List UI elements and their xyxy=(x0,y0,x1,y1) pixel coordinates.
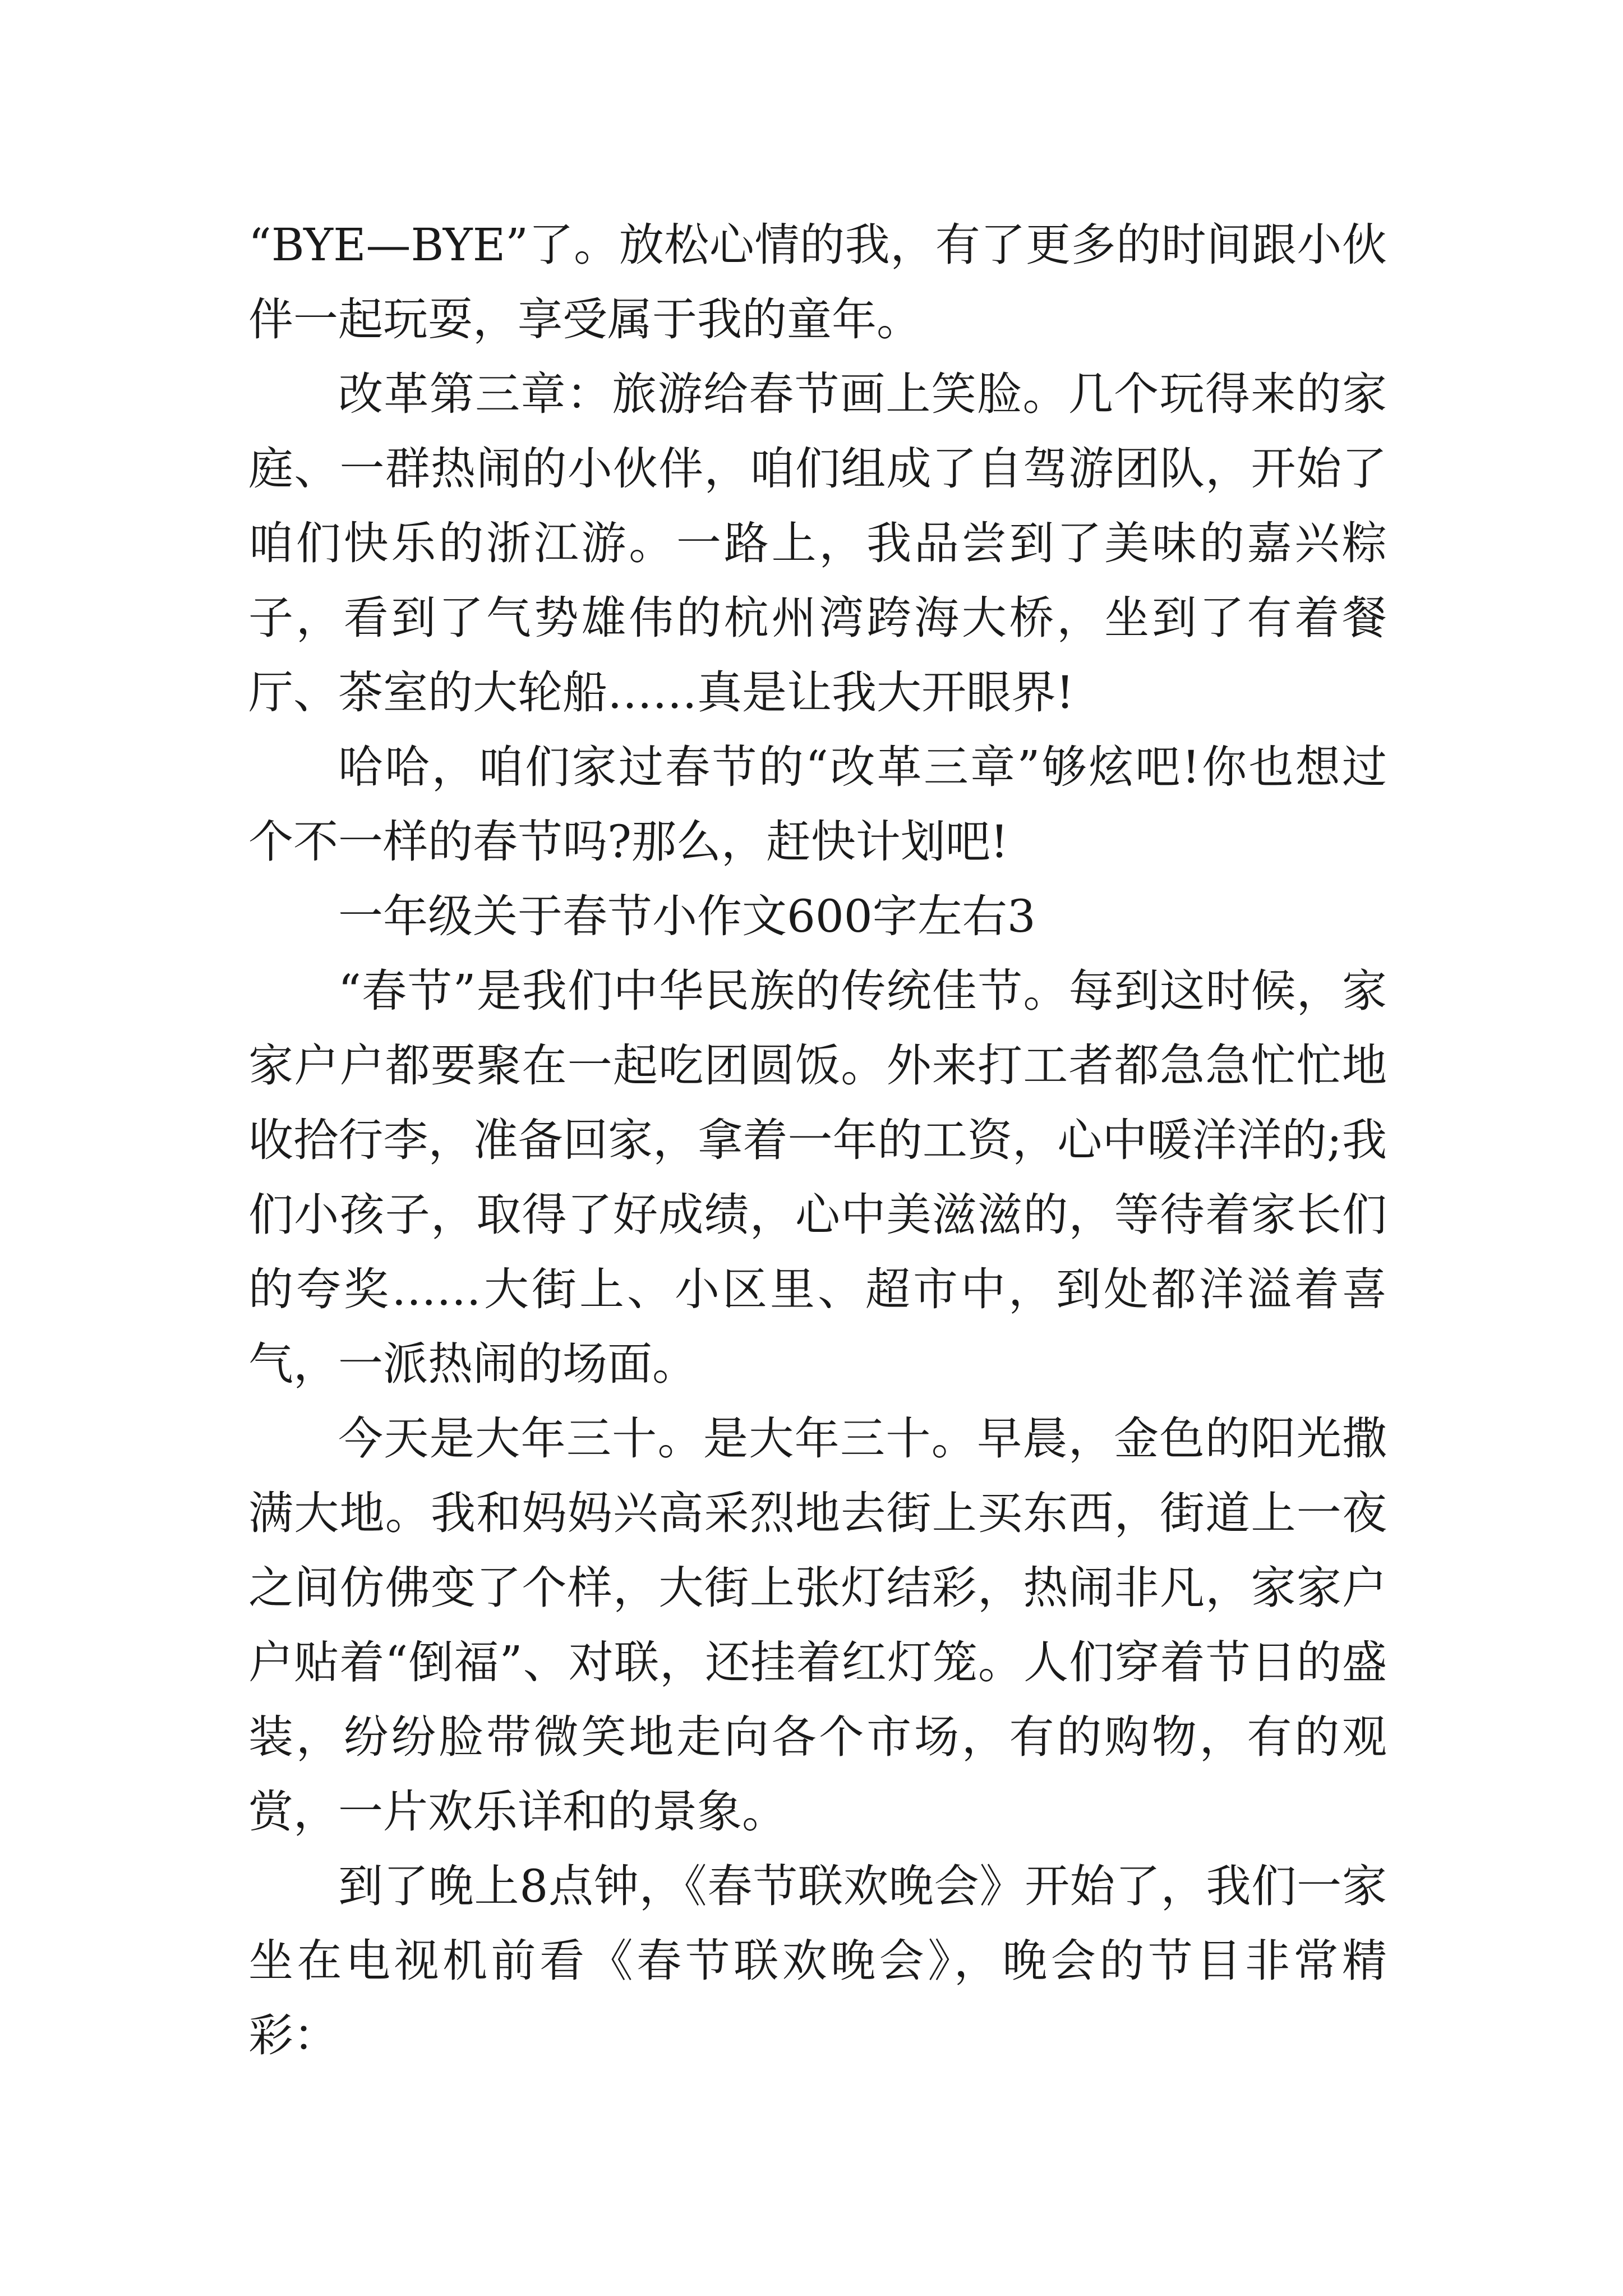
paragraph-2: 改革第三章：旅游给春节画上笑脸。几个玩得来的家庭、一群热闹的小伙伴，咱们组成了自驾游团队，开始了咱们快乐的浙江游。一路上，我品尝到了美味的嘉兴粽子，看到了气势雄伟的杭州湾跨海大桥，坐到了有着餐厅、茶室的大轮船……真是让我大开眼界! xyxy=(248,368,1387,719)
paragraph-6: 到了晚上8点钟，《春节联欢晚会》开始了，我们一家坐在电视机前看《春节联欢晚会》，晚会的节目非常精彩： xyxy=(248,1860,1387,2062)
paragraph-5: 今天是大年三十。是大年三十。早晨，金色的阳光撒满大地。我和妈妈兴高采烈地去街上买东西，街道上一夜之间仿佛变了个样，大街上张灯结彩，热闹非凡，家家户户贴着“倒福”、对联，还挂着红灯笼。人们穿着节日的盛装，纷纷脸带微笑地走向各个市场，有的购物，有的观赏，一片欢乐详和的景象。 xyxy=(248,1412,1387,1838)
paragraph-1: “BYE—BYE”了。放松心情的我，有了更多的时间跟小伙伴一起玩耍，享受属于我的童年。 xyxy=(248,219,1387,346)
paragraph-4: “春节”是我们中华民族的传统佳节。每到这时候，家家户户都要聚在一起吃团圆饭。外来打工者都急急忙忙地收拾行李，准备回家，拿着一年的工资，心中暖洋洋的;我们小孩子，取得了好成绩，心中美滋滋的，等待着家长们的夸奖……大街上、小区里、超市中，到处都洋溢着喜气，一派热闹的场面。 xyxy=(248,965,1387,1390)
section-heading: 一年级关于春节小作文600字左右3 xyxy=(338,890,1036,942)
article-body xyxy=(248,208,1387,2073)
paragraph-3: 哈哈，咱们家过春节的“改革三章”够炫吧!你也想过个不一样的春节吗?那么，赶快计划吧! xyxy=(248,741,1387,868)
